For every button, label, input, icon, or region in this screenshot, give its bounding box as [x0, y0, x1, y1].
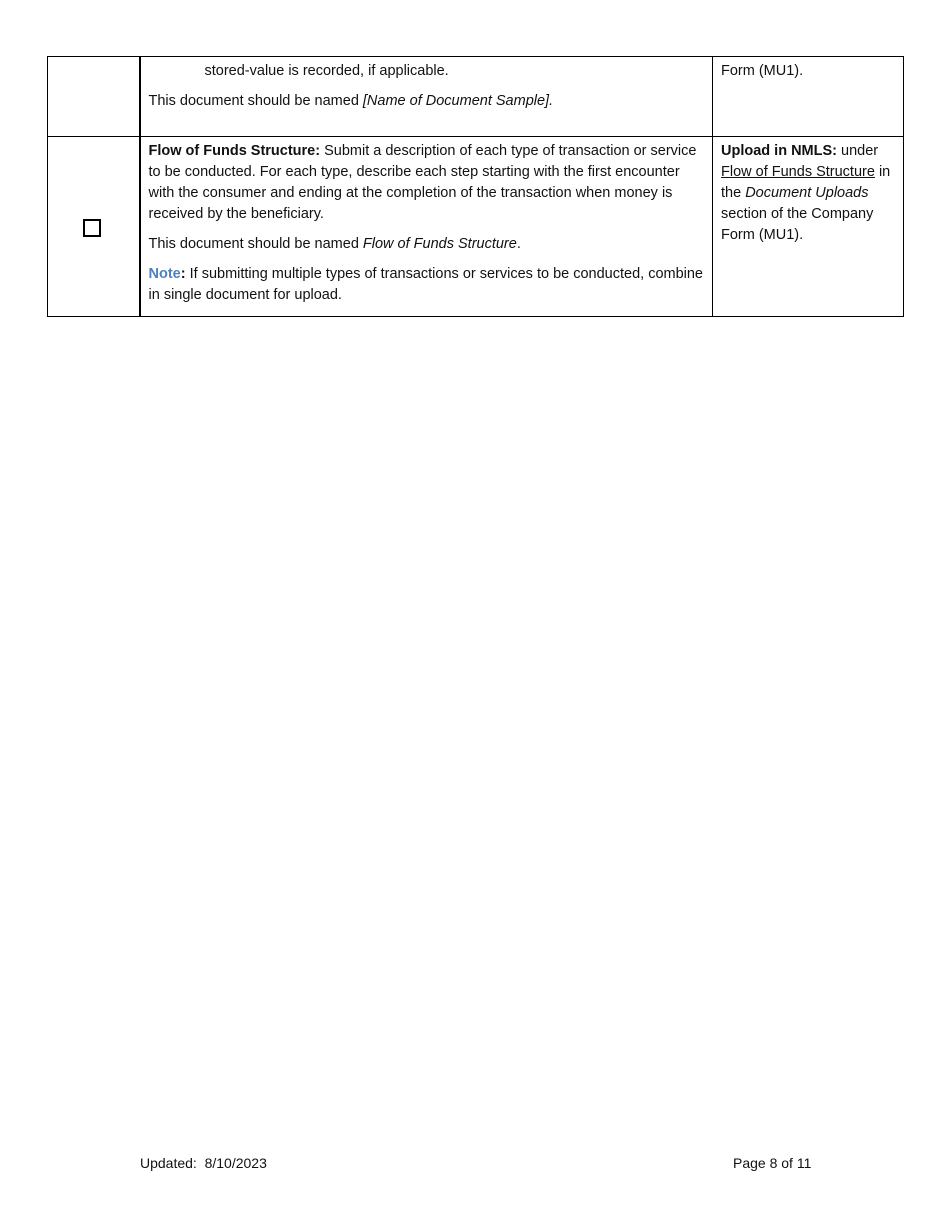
naming-prefix: This document should be named: [148, 93, 363, 109]
requirements-table: [47, 56, 904, 317]
requirement-checkbox[interactable]: [83, 219, 101, 237]
upload-link: Flow of Funds Structure: [721, 164, 875, 180]
note-label: Note: [148, 266, 181, 282]
continued-text: stored-value is recorded, if applicable.: [204, 63, 449, 79]
upload-instructions-cell: [713, 57, 904, 137]
requirement-title: Flow of Funds Structure:: [148, 143, 321, 159]
upload-tail: section of the Company Form (MU1).: [721, 206, 874, 243]
upload-in-the: in the: [721, 164, 891, 201]
upload-instructions-cell: [713, 137, 904, 317]
document-naming-line: [149, 234, 705, 255]
upload-text: Form (MU1).: [721, 63, 804, 79]
naming-prefix: This document should be named: [148, 236, 363, 252]
upload-instructions: [721, 141, 895, 246]
footer-page-number: Page 8 of 11: [733, 1155, 812, 1171]
table-row: [48, 57, 904, 137]
naming-value: [Name of Document Sample].: [362, 93, 554, 109]
upload-section-name: Document Uploads: [745, 185, 869, 201]
note-colon: :: [180, 266, 186, 282]
naming-value: Flow of Funds Structure: [362, 236, 517, 252]
note-text: If submitting multiple types of transactions or services to be conducted, combine in single document for upload.: [148, 266, 703, 303]
upload-label: Upload in NMLS:: [721, 143, 837, 159]
requirement-text: Submit a description of each type of transaction or service to be conducted. For each type, describe each step starting with the first encounter with the consumer and ending at the completion of the transaction when money is received by the beneficiary.: [148, 143, 697, 222]
checkbox-cell: [48, 57, 140, 137]
upload-under: under: [837, 143, 879, 159]
table-row: [48, 137, 904, 317]
requirement-description: [149, 141, 705, 225]
requirement-description-cell: [140, 57, 713, 137]
note-line: [149, 264, 705, 306]
document-naming-line: [149, 91, 705, 112]
naming-suffix: .: [516, 236, 521, 252]
checkbox-cell: [48, 137, 140, 317]
requirement-description-cell: [140, 137, 713, 317]
footer-updated-date: Updated: 8/10/2023: [140, 1155, 267, 1171]
